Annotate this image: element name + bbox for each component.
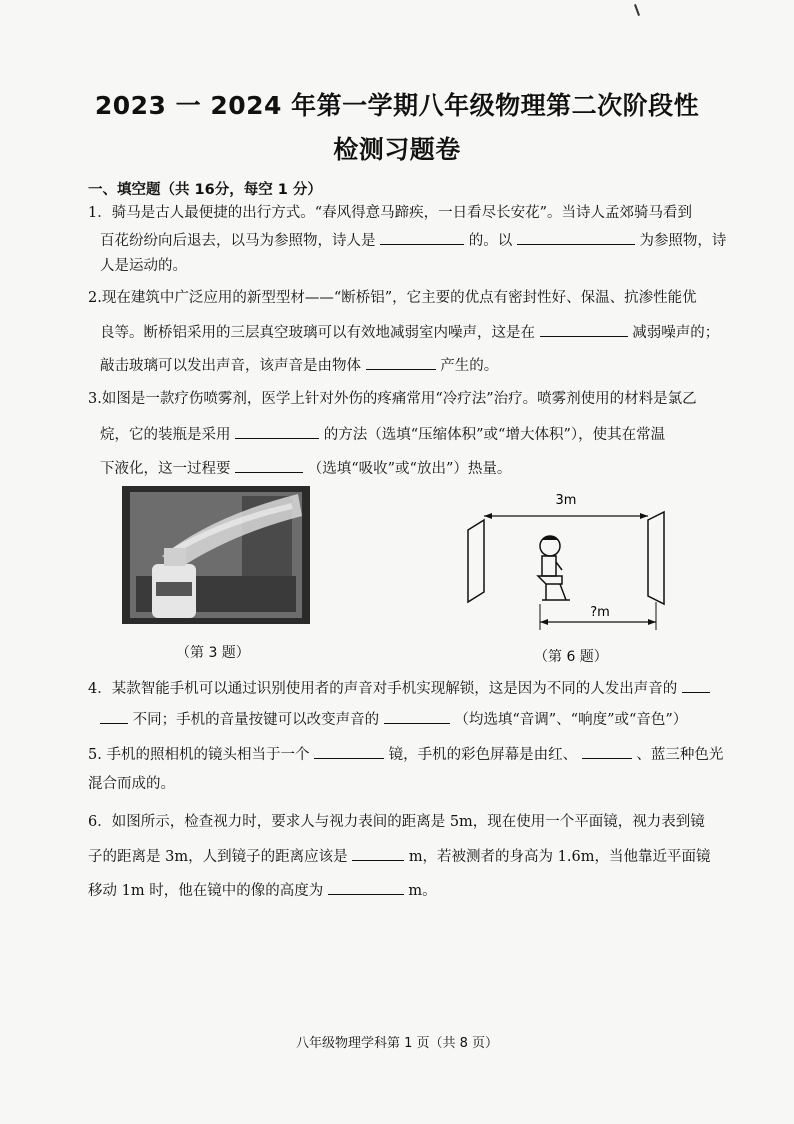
- q5-text-b: 镜，手机的彩色屏幕是由红、: [388, 747, 578, 763]
- q6-text-a: 子的距离是 3m，人到镜子的距离应该是: [88, 849, 348, 865]
- spray-photo: [122, 486, 310, 624]
- q6-blank-2[interactable]: [328, 880, 404, 895]
- q2-blank-2[interactable]: [366, 355, 436, 370]
- q5-text-c: 、蓝三种色光: [636, 747, 724, 763]
- q4-text-b: 不同；手机的音量按键可以改变声音的: [132, 712, 380, 728]
- q1-line-1: 1．骑马是古人最便捷的出行方式。“春风得意马蹄疾，一日看尽长安花”。当诗人孟郊骑马看到: [88, 205, 693, 221]
- q6-text-d: m。: [408, 883, 437, 899]
- q4-blank-2[interactable]: [384, 709, 450, 724]
- q1-line-3: 人是运动的。: [100, 258, 187, 274]
- q4-text-c: （均选填“音调”、“响度”或“音色”）: [454, 712, 688, 728]
- q2-line-3: [100, 355, 498, 376]
- q6-line-2: [88, 846, 710, 867]
- q1-text-b: 的。以: [468, 233, 513, 249]
- mirror-diagram: [462, 484, 672, 634]
- q2-text-c: 敲击玻璃可以发出声音，该声音是由物体: [100, 358, 361, 374]
- q3-text-b: 的方法（选填“压缩体积”或“增大体积”），使其在常温: [323, 427, 666, 443]
- q3-blank-1[interactable]: [235, 424, 319, 439]
- q2-text-d: 产生的。: [440, 358, 499, 374]
- q5-text-a: 5. 手机的照相机的镜头相当于一个: [88, 747, 310, 763]
- q3-text-d: （选填“吸收”或“放出”）热量。: [307, 461, 512, 477]
- q2-blank-1[interactable]: [540, 322, 628, 337]
- q1-blank-1[interactable]: [380, 230, 464, 245]
- q1-line-2: [100, 230, 726, 251]
- q3-line-3: [100, 458, 511, 479]
- q6-line-3: [88, 880, 437, 901]
- q2-text-a: 良等。断桥铝采用的三层真空玻璃可以有效地减弱室内噪声，这是在: [100, 325, 535, 341]
- q6-text-c: 移动 1m 时，他在镜中的像的高度为: [88, 883, 324, 899]
- title-line-2: 检测习题卷: [333, 135, 461, 164]
- q4-blank-1b[interactable]: [100, 709, 128, 724]
- label-3m: 3m: [555, 493, 577, 508]
- q4-line-2: [100, 709, 687, 730]
- q3-text-c: 下液化，这一过程要: [100, 461, 231, 477]
- title-line-1: 2023 一 2024 年第一学期八年级物理第二次阶段性: [94, 91, 700, 120]
- page-footer: 八年级物理学科第 1 页（共 8 页）: [295, 1036, 499, 1051]
- q4-text-a: 4．某款智能手机可以通过识别使用者的声音对手机实现解锁，这是因为不同的人发出声音的: [88, 681, 678, 697]
- caption-fig3: （第 3 题）: [176, 645, 250, 661]
- label-unknown-m: ?m: [590, 605, 610, 620]
- q2-line-1: 2.现在建筑中广泛应用的新型型材——“断桥铝”，它主要的优点有密封性好、保温、抗渗性能优: [88, 290, 697, 306]
- caption-fig6: （第 6 题）: [534, 649, 608, 665]
- q5-line-2: 混合而成的。: [88, 776, 175, 792]
- q6-line-1: 6．如图所示，检查视力时，要求人与视力表间的距离是 5m，现在使用一个平面镜，视力表到镜: [88, 814, 705, 830]
- q6-blank-1[interactable]: [352, 846, 404, 861]
- q1-text-c: 为参照物，诗: [639, 233, 727, 249]
- q1-text-a: 百花纷纷向后退去，以马为参照物，诗人是: [100, 233, 376, 249]
- scan-speck: [634, 4, 640, 16]
- q6-text-b: m，若被测者的身高为 1.6m，当他靠近平面镜: [408, 849, 711, 865]
- q4-line-1: [88, 678, 710, 699]
- q2-text-b: 减弱噪声的；: [632, 325, 720, 341]
- q3-line-1: 3.如图是一款疗伤喷雾剂，医学上针对外伤的疼痛常用“冷疗法”治疗。喷雾剂使用的材料是氯乙: [88, 391, 697, 407]
- q3-blank-2[interactable]: [235, 458, 303, 473]
- q5-line-1: [88, 744, 723, 765]
- section-heading: 一、填空题（共 16分，每空 1 分）: [88, 182, 322, 198]
- q4-blank-1a[interactable]: [682, 678, 710, 693]
- q5-blank-2[interactable]: [582, 744, 632, 759]
- q1-blank-2[interactable]: [517, 230, 635, 245]
- q2-line-2: [100, 322, 719, 343]
- q3-text-a: 烷，它的装瓶是采用: [100, 427, 231, 443]
- q3-line-2: [100, 424, 665, 445]
- q5-blank-1[interactable]: [314, 744, 384, 759]
